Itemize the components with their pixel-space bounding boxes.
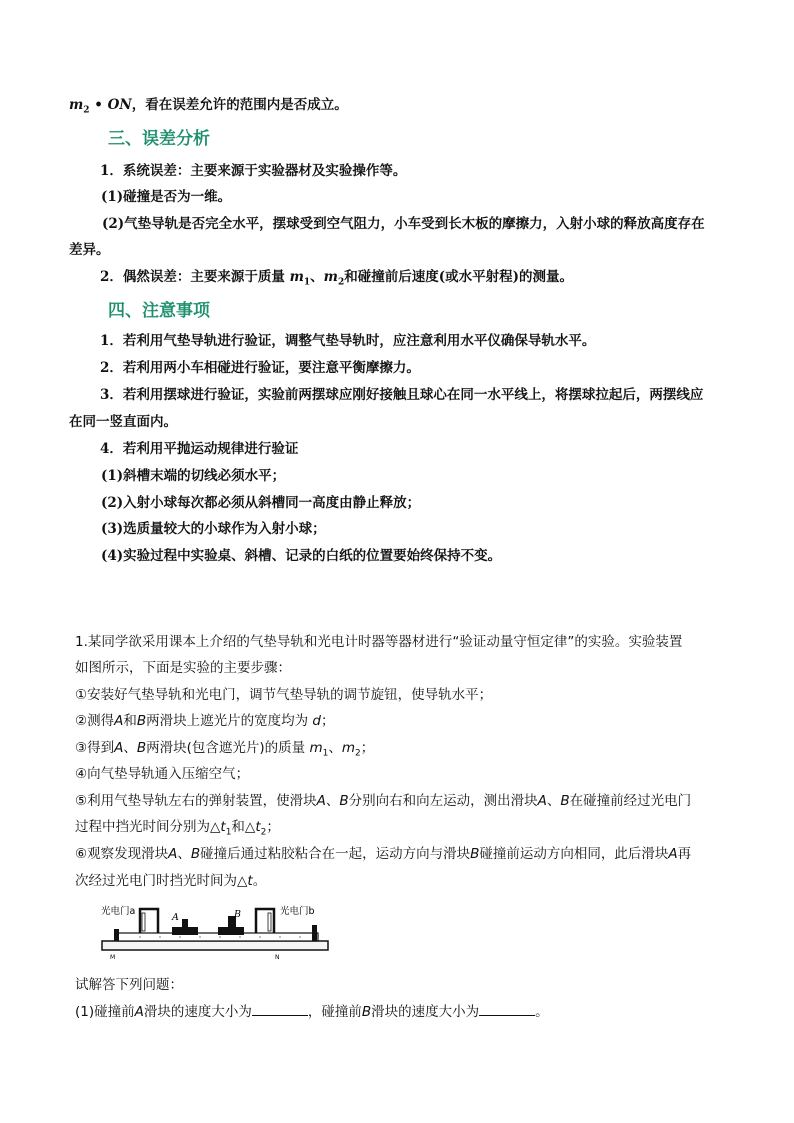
step-2: ②测得A和B两滑块上遮光片的宽度均为 d； — [75, 713, 335, 729]
right-stopper — [312, 925, 317, 941]
notes-item-3-line1: 3．若利用摆球进行验证，实验前两摆球应刚好接触且球心在同一水平线上，将摆球拉起后，两摆线应 — [100, 387, 704, 403]
right-end-label: N — [275, 954, 280, 961]
gate-b-label: 光电门b — [280, 906, 315, 917]
question-1-line2: 如图所示，下面是实验的主要步骤： — [75, 660, 291, 676]
left-stopper — [114, 929, 119, 941]
error-analysis-p3-line2: 差异。 — [69, 242, 110, 258]
section-title-notes: 四、注意事项 — [108, 301, 210, 321]
answer-blank-b-velocity[interactable] — [479, 1002, 535, 1016]
step-5-line1: ⑤利用气垫导轨左右的弹射装置，使滑块A、B分别向右和向左运动，测出滑块A、B在碰撞前经过光电门 — [75, 793, 692, 809]
block-a-shutter — [182, 919, 188, 927]
step-6-line2: 次经过光电门时挡光时间为△t。 — [75, 873, 267, 889]
notes-item-4-3: (3)选质量较大的小球作为入射小球； — [101, 521, 326, 537]
answer-blank-a-velocity[interactable] — [252, 1002, 308, 1016]
section-title-error-analysis: 三、误差分析 — [108, 129, 210, 149]
notes-item-4-4: (4)实验过程中实验桌、斜槽、记录的白纸的位置要始终保持不变。 — [101, 548, 502, 564]
step-5-line2: 过程中挡光时间分别为$\triangle t_1$和$\triangle t_2$； — [75, 819, 280, 838]
sub-question-1: (1)碰撞前A滑块的速度大小为 ，碰撞前B滑块的速度大小为 。 — [75, 1004, 549, 1020]
step-3: ③得到A、B两滑块(包含遮光片)的质量 $m_1$、$m_2$； — [75, 740, 375, 759]
step-4: ④向气垫导轨通入压缩空气； — [75, 766, 250, 782]
block-b-label: B — [234, 909, 241, 920]
track-base — [102, 941, 328, 950]
notes-item-2: 2．若利用两小车相碰进行验证，要注意平衡摩擦力。 — [100, 360, 420, 376]
answer-intro: 试解答下列问题： — [75, 977, 183, 993]
block-a-body — [172, 927, 198, 935]
notes-item-4: 4．若利用平抛运动规律进行验证 — [100, 441, 299, 457]
step-6-line1: ⑥观察发现滑块A、B碰撞后通过粘胶粘合在一起，运动方向与滑块B碰撞前运动方向相同，此后滑块A再 — [75, 846, 692, 862]
block-b-body — [218, 927, 244, 935]
error-analysis-p2: (1)碰撞是否为一维。 — [101, 189, 232, 205]
error-analysis-p1: 1．系统误差：主要来源于实验器材及实验操作等。 — [100, 163, 407, 179]
air-track-apparatus-figure — [100, 903, 332, 961]
notes-item-1: 1．若利用气垫导轨进行验证，调整气垫导轨时，应注意利用水平仪确保导轨水平。 — [100, 333, 596, 349]
gate-a-label: 光电门a — [101, 906, 136, 917]
block-a-label: A — [172, 912, 179, 923]
error-analysis-p4: 2．偶然误差：主要来源于质量 $m_1$、$m_2$和碰撞前后速度(或水平射程)的测量。 — [100, 269, 573, 288]
error-analysis-p3-line1: (2)气垫导轨是否完全水平，摆球受到空气阻力，小车受到长木板的摩擦力，入射小球的释放高度存在 — [102, 216, 705, 232]
notes-item-4-2: (2)入射小球每次都必须从斜槽同一高度由静止释放； — [101, 495, 421, 511]
notes-item-3-line2: 在同一竖直面内。 — [69, 414, 177, 430]
step-1: ①安装好气垫导轨和光电门，调节气垫导轨的调节旋钮，使导轨水平； — [75, 687, 493, 703]
question-1-line1: 1.某同学欲采用课本上介绍的气垫导轨和光电计时器等器材进行“验证动量守恒定律”的实验。实验装置 — [75, 634, 683, 650]
left-end-label: M — [110, 954, 116, 961]
formula-continuation-line: $m_2$ • ON，看在误差允许的范围内是否成立。 — [69, 97, 348, 116]
notes-item-4-1: (1)斜槽末端的切线必须水平； — [101, 468, 286, 484]
